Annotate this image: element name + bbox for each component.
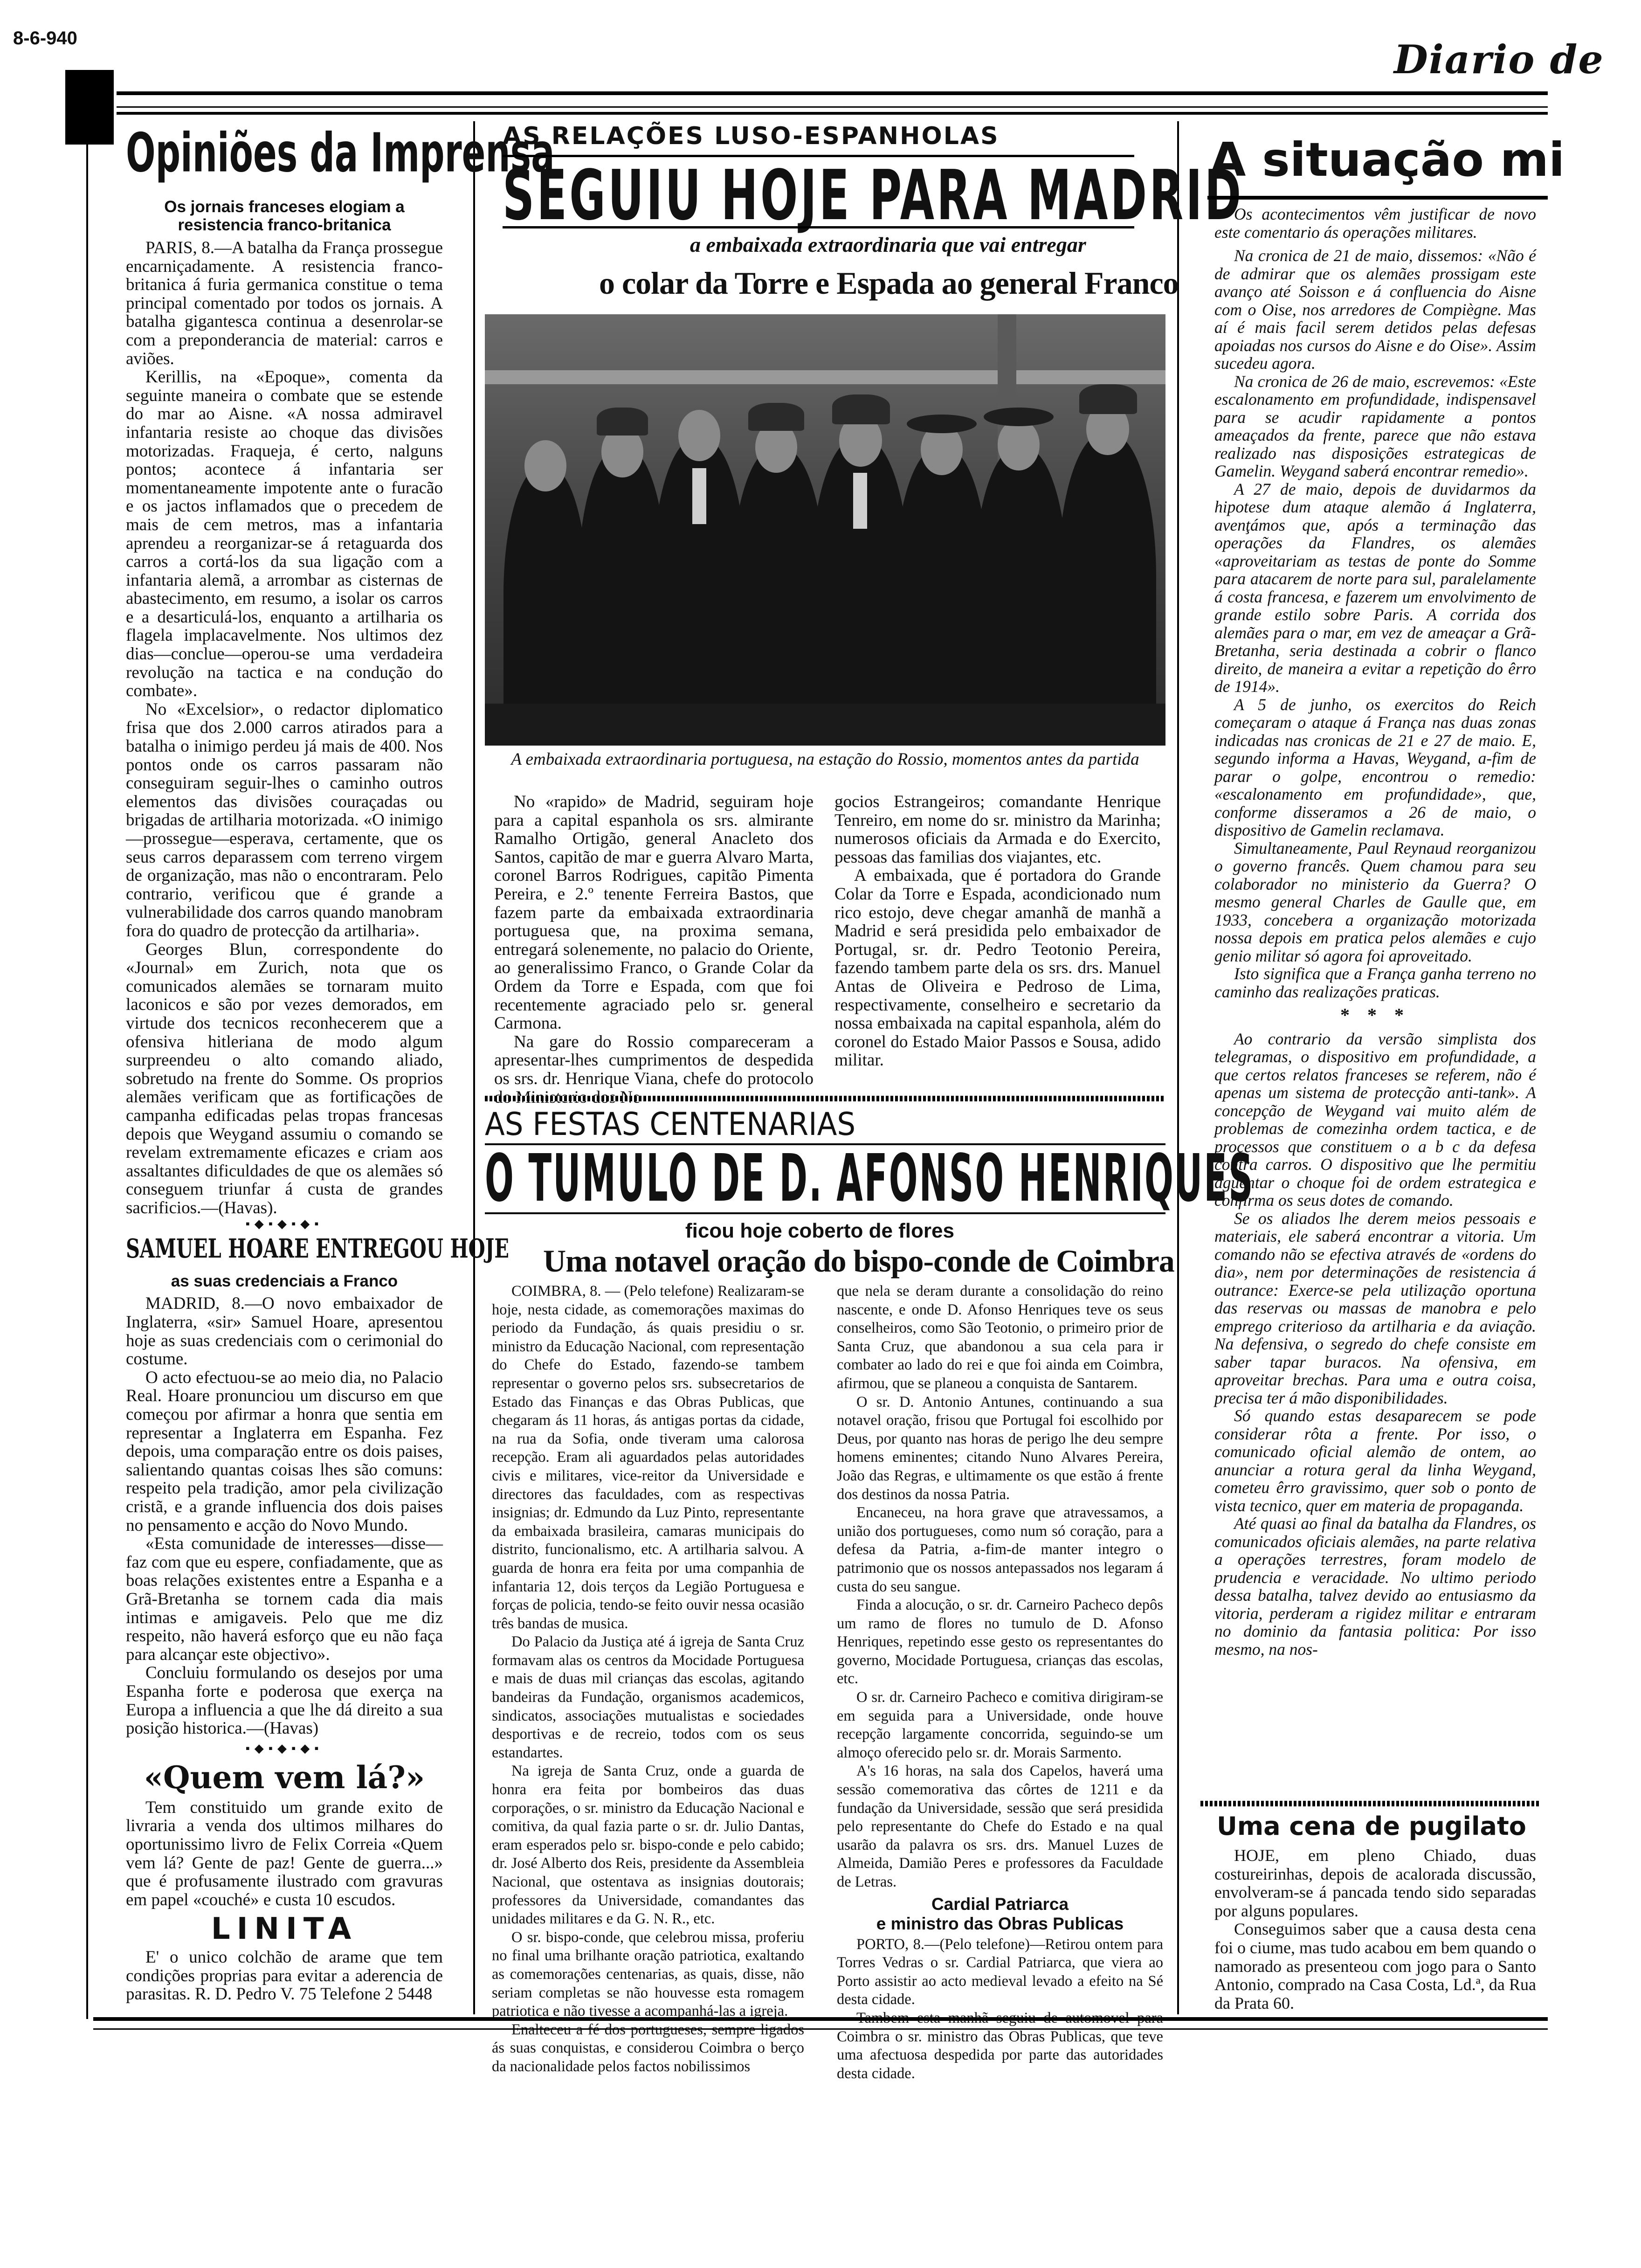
paragraph: Isto significa que a França ganha terreno no caminho das realizações praticas. [1214,964,1536,1001]
corner-block [65,70,114,145]
paragraph: Kerillis, na «Epoque», comenta da seguinte maneira o combate que se estende do mar ao Aisne. «A nossa admiravel infantaria resiste ao choque das divisões motorizadas. Fraqueja, é certo, nalguns pontos; acontece á infantaria ser momentaneamente impotente ante o furacão e os jactos inflamados que o precedem de mais de cem metros, mas a infantaria aprendeu a reorganizar-se á retaguarda dos carros a cortá-los da sua ligação com a infantaria alemã, a arrombar as cisternas de abastecimento, em resumo, a isolar os carros e a desarticulá-los, enquanto a artilharia os flagela implacavelmente. Nos ultimos dez dias—conclue—operou-se uma verdadeira revolução na tactica e na condução do combate». [126,367,443,701]
paragraph: PORTO, 8.—(Pelo telefone)—Retirou ontem para Torres Vedras o sr. Cardial Patriarca, que viera ao Porto assistir ao acto medieval levado a efeito na Sé desta cidade. [837,1936,1163,2008]
paragraph: No «Excelsior», o redactor diplomatico frisa que dos 2.000 carros atirados para a batalha o inimigo perdeu já mais de 400. Nos pontos onde os carros passaram não conseguiram seguir-lhes o caminho outros elementos das divisões couraçadas ou brigadas de artilharia motorizada. «O inimigo—prossegue—esperava, certamente, que os seus carros deparassem com terreno virgem de organização, mas não o encontraram. Pelo contrario, verificou que é grande a vulnerabilidade dos carros quando manobram fora do quadro de protecção da artilharia». [126,699,443,940]
cardial-title [837,1895,1163,1934]
paragraph: Até quasi ao final da batalha da Flandres, os comunicados oficiais alemães, na parte relativa a operações terrestres, foram modelo de prudencia e veracidade. No ultimo periodo dessa batalha, talvez devido ao entusiasmo da vitoria, perderam a rigidez militar e entraram no dominio da fantasia politica: Por isso mesmo, na nos- [1214,1514,1536,1659]
embassy-photo [485,314,1165,746]
paragraph: Na cronica de 26 de maio, escrevemos: «Este escalonamento em profundidade, indispensavel para se acudir rapidamente a pontos ameaçados da frente, parece que não estava realizado nas disposições estrategicas de Gamelin. Weygand saberá encontrar remedio». [1214,372,1536,480]
paragraph: Encaneceu, na hora grave que atravessamos, a união dos portugueses, como num só coração, para a defesa da Patria, a-fim-de manter integro o patrimonio que os nossos antepassados nos legaram á custa do seu sangue. [837,1504,1163,1595]
paragraph: PARIS, 8.—A batalha da França prossegue encarniçadamente. A resistencia franco-britanica á furia germanica constitue o tema principal comentado por todos os jornais. A batalha gigantesca continua a desenrolar-se com a preponderancia de material: carros e aviões. [126,238,443,368]
paragraph: Na cronica de 21 de maio, dissemos: «Não é de admirar que os alemães prossigam este avanço até Soisson e á confluencia do Aisne com o Oise, nos arredores de Compiègne. Mas aí é mais facil serem detidos pelas defesas apoiadas nos cursos do Aisne e do Oise». Assim sucedeu agora. [1214,246,1536,373]
paragraph: O sr. dr. Carneiro Pacheco e comitiva dirigiram-se em seguida para a Universidade, onde houve recepção largamente concorrida, seguindo-se um almoço oferecido pelo sr. dr. Morais Sarmento. [837,1689,1163,1761]
paragraph: A 27 de maio, depois de duvidarmos da hipotese dum ataque alemão á Inglaterra, avenţámos que, após a terminação das operações da Flandres, os alemães «aproveitariam as testas de ponte do Somme para atacarem de norte para sul, paralelamente á costa francesa, e fazerem um envolvimento de grande estilo sobre Paris. A corrida dos alemães para o mar, em vez de ameaçar a Grã-Bretanha, seria destinada a cobrir o flanco direito, de maneira a evitar a repetição do êrro de 1914». [1214,479,1536,696]
madrid-body-left [494,793,814,1106]
paragraph: A's 16 horas, na sala dos Capelos, haverá uma sessão comemorativa das côrtes de 1211 e da fundação da Universidade, sessão que será presidida pelo representante do Chefe do Estado e na qual usarão da palavra os srs. drs. Manuel Luzes de Almeida, Damião Peres e professores da Faculdade de Letras. [837,1763,1163,1890]
opinioes-body [126,239,443,1217]
top-rule-thin [117,106,1548,108]
paragraph: A 5 de junho, os exercitos do Reich começaram o ataque á França nas duas zonas indicadas nas cronicas de 21 e 27 de maio. E, segundo informa a Havas, Weygand, a-fim de parar o golpe, encontrou o remedio: «escalonamento em profundidade», que, conforme disseramos a 26 de maio, o dispositivo de Gamelin reclamava. [1214,695,1536,839]
photo-caption: A embaixada extraordinaria portuguesa, na estação do Rossio, momentos antes da partida [511,750,1139,769]
paragraph: Na gare do Rossio compareceram a apresentar-lhes cumprimentos de despedida os srs. dr. Henrique Viana, chefe do protocolo [494,1032,814,1088]
pugilato-divider [1200,1801,1541,1806]
tumulo-deck-1: ficou hoje coberto de flores [685,1219,954,1242]
paragraph: Do Palacio da Justiça até á igreja de Santa Cruz formavam alas os centros da Mocidade Portuguesa e mais de duas mil crianças das escolas, agitando bandeiras da Fundação, organismos academicos, sindicatos, associações mutualistas e sociedades desportivas e de recreio, todos com os seus estandartes. [492,1633,804,1761]
paragraph: Ao contrario da versão simplista dos telegramas, o dispositivo em profundidade, a que certos relatos franceses se referem, não é apenas um sistema de protecção anti-tank». A concepção de Weygand vai muito além de problemas de comezinha ordem tactica, e de processos que constituem o a b c da defesa contra carros. O dispositivo que lhe permitiu aguentar o choque foi de ordem estrategica e confirma os seus dotes de comando. [1214,1029,1536,1210]
paragraph: que nela se deram durante a consolidação do reino nascente, e onde D. Afonso Henriques teve os seus conselheiros, como São Teotonio, o primeiro prior de Santa Cruz, que abandonou a sua cela para ir combater ao lado do rei e que foi ainda em Coimbra, afirmou, que se planeou a conquista de Santarem. [837,1283,1163,1392]
pugilato-title: Uma cena de pugilato [1217,1812,1526,1841]
tumulo-deck-2: Uma notavel oração do bispo-conde de Coimbra [543,1243,1174,1279]
section-relacoes: AS RELAÇÕES LUSO-ESPANHOLAS [503,122,1000,150]
paragraph: A embaixada, que é portadora do Grande Colar da Torre e Espada, acondicionado num rico estojo, deve chegar amanhã de manhã a Madrid e será presidida pelo embaixador de Portugal, sr. dr. Pedro Teotonio Pereira, fazendo tambem parte dela os srs. drs. Manuel Antas de Oliveira e Pedroso de Lima, respectivamente, conselheiro e secretario da nossa embaixada na capital espanhola, além do coronel do Estado Maior Passos e Sousa, adido militar. [834,866,1161,1070]
tumulo-body-right [837,1282,1163,2083]
paragraph: Os acontecimentos vêm justificar de novo este comentario ás operações militares. [1214,205,1536,242]
quem-vem-la-body [126,1798,443,1909]
paragraph: Tem constituido um grande exito de livraria a venda dos ultimos milhares do oportunissimo livro de Felix Correia «Quem vem lá? Gente de paz! Gente de guerra...» que é profusamente ilustrado com gravuras em papel «couché» e custa 10 escudos. [126,1798,443,1909]
opinioes-kicker: Os jornais franceses elogiam a resistencia franco-britanica [164,198,405,234]
masthead: Diario de [1394,36,1604,83]
opinioes-title: Opiniões da Imprensa [126,121,555,184]
quem-vem-la-title: «Quem vem lá?» [144,1759,425,1796]
paragraph: Só quando estas desaparecem se pode considerar rôta a frente. Por isso, o comunicado oficial alemão de ontem, ao anunciar a rotura geral da linha Weygand, cometeu êrro gravissimo, quer sob o ponto de vista tecnico, quer em materia de propaganda. [1214,1406,1536,1515]
madrid-headline: SEGUIU HOJE PARA MADRID [503,155,1244,235]
column-rule-1 [473,121,475,2014]
paragraph: No «rapido» de Madrid, seguiram hoje para a capital espanhola os srs. almirante Ramalho Ortigão, general Anacleto dos Santos, capitão de mar e guerra Alvaro Marta, coronel Barros Rodrigues, capitão Pimenta Pereira, e 2.º tenente Ferreira Bastos, que fazem parte da embaixada extraordinaria portuguesa que, na proxima semana, entregará solenemente, no palacio do Oriente, ao generalissimo Franco, o Grande Colar da Ordem da Torre e Espada, com que foi recentemente agraciado pelo sr. general Carmona. [494,792,814,1033]
paragraph: Tambem esta manhã seguiu de automovel para Coimbra o sr. ministro das Obras Publicas, que teve uma afectuosa despedida por parte das autoridades desta cidade. [837,2009,1163,2082]
madrid-deck-1: a embaixada extraordinaria que vai entregar [690,233,1086,256]
paragraph: HOJE, em pleno Chiado, duas costureirinhas, depois de acalorada discussão, envolveram-se á pancada tendo sido separadas por alguns populares. [1214,1846,1536,1920]
hoare-headline: SAMUEL HOARE ENTREGOU HOJE [126,1233,509,1265]
column-opinioes [126,121,555,2004]
page-date: 8-6-940 [13,28,77,48]
headline-rule [503,226,1134,228]
paragraph: «Esta comunidade de interesses—disse—faz com que eu espere, confiadamente, que as boas relações existentes entre a Espanha e a Grã-Bretanha se tornem cada dia mais intimas e amigaveis. Pelo que me diz respeito, não haverá esforço que eu não faça para alcançar este objectivo». [126,1534,443,1664]
column-rule-2 [1177,121,1179,2014]
section-festas: AS FESTAS CENTENARIAS [485,1106,856,1143]
paragraph: Enalteceu a fé dos portugueses, sempre ligados ás suas conquistas, e considerou Coimbra o berço da nacionalidade pelos factos nobilissimos [492,2021,804,2075]
cardial-title-line-2: e ministro das Obras Publicas [876,1914,1124,1933]
section-stars: * * * [1340,1004,1410,1025]
section-divider [485,1096,1165,1101]
paragraph: E' o unico colchão de arame que tem condições proprias para evitar a aderencia de parasitas. R. D. Pedro V. 75 Telefone 2 5448 [126,1948,443,2004]
paragraph: Se os aliados lhe derem meios pessoais e materiais, ele saberá encontrar a vitoria. Um comando não se efectiva através de «ordens do dia», nem por determinações de resistencia á outrance: Exerce-se pela utilização oportuna das reservas ou massas de manobra e pelo emprego criterioso da artilharia e da aviação. Na defensiva, o segredo do chefe consiste em saber tapar buracos. Na ofensiva, em aproveitar brechas. Para uma e outra coisa, precisa ter á mão disponibilidades. [1214,1209,1536,1407]
paragraph: Finda a alocução, o sr. dr. Carneiro Pacheco depôs um ramo de flores no tumulo de D. Afonso Henriques, repetindo esse gesto os representantes do governo, Mocidade Portuguesa, crianças das escolas, etc. [837,1597,1163,1687]
paragraph: COIMBRA, 8. — (Pelo telefone) Realizaram-se hoje, nesta cidade, as comemorações maximas do periodo da Fundação, ás quais presidiu o sr. ministro da Educação Nacional, com representação do Chefe do Estado, fazendo-se tambem representar o governo pelos srs. subsecretarios de Estado das Finanças e das Obras Publicas, que chegaram ás 11 horas, ás antigas portas da cidade, na rua da Sofia, onde tiveram uma calorosa recepção. Eram ali aguardados pelas autoridades civis e militares, vice-reitor da Universidade e directores das faculdades, com as respectivas insignias; dr. Edmundo da Luz Pinto, representante da embaixada brasileira, camaras municipais do distrito, funcionalismo, etc. A artilharia salvou. A guarda de honra era feita por uma companhia de infantaria 12, dois terços da Legião Portuguesa e forças de policia, tendo-se feito ouvir nessa ocasião três bandas de musica. [492,1283,804,1632]
top-rule [117,91,1548,95]
pugilato-body [1214,1846,1536,2012]
paragraph: Georges Blun, correspondente do «Journal» em Zurich, nota que os comunicados alemães se tornaram muito laconicos e são por vezes demorados, em virtude dos tecnicos reconhecerem que a ofensiva hitleriana de modo algum surpreendeu o alto comando aliado, sobretudo na frente do Somme. Os proprios alemães verificam que as fortificações de campanha edificadas pelas tropas francesas depois que Weygand assumiu o comando se revelam extremamente eficazes e criam aos assaltantes dificuldades de que os alemães só conseguem triunfar á custa de grandes sacrificios.—(Havas). [126,940,443,1217]
madrid-body-right [834,793,1161,1070]
linita-ad-body [126,1948,443,2004]
bottom-rule-thin [93,2028,1548,2030]
paragraph: Conseguimos saber que a causa desta cena foi o ciume, mas tudo acabou em bem quando o namorado as presenteou com jogo para o Santo Antonio, comprado na Casa Costa, Ld.ª, da Rua da Prata 60. [1214,1920,1536,2012]
paragraph: Simultaneamente, Paul Reynaud reorganizou o governo francês. Quem chamou para seu colaborador no ministerio da Guerra? O mesmo general Charles de Gaulle que, em 1933, concebera a organização motorizada nossa depois em pratica pelos alemães e cujo genio militar só agora foi aproveitado. [1214,838,1536,965]
paragraph: MADRID, 8.—O novo embaixador de Inglaterra, «sir» Samuel Hoare, apresentou hoje as suas credenciais com o cerimonial do costume. [126,1294,443,1369]
paragraph: gocios Estrangeiros; comandante Henrique Tenreiro, em nome do sr. ministro da Marinha; numerosos oficiais da Armada e do Exercito, pessoas das familias dos viajantes, etc. [834,792,1161,867]
tumulo-rule [485,1212,1165,1214]
top-rule-lower [117,112,1548,115]
paragraph: O sr. D. Antonio Antunes, continuando a sua notavel oração, frisou que Portugal foi escolhido por Deus, por quanto nas horas de perigo lhe deu sempre homens eminentes; citando Nuno Alvares Pereira, João das Regras, e ultimamente os que estão á frente dos destinos da nossa Patria. [837,1393,1163,1503]
situacao-body [1214,205,1536,1658]
paragraph: O acto efectuou-se ao meio dia, no Palacio Real. Hoare pronunciou um discurso em que começou por afirmar a honra que sentia em representar a Inglaterra em Espanha. Fez depois, uma comparação entre os dois paises, salientando quantas coisas lhes são comuns: respeito pela tradição, amor pela civilização cristã, e a grande influencia dos dois paises no pensamento e acção do Novo Mundo. [126,1368,443,1535]
situacao-headline: A situação mi [1210,132,1565,187]
hoare-body [126,1294,443,1737]
bottom-rule [93,2017,1548,2021]
left-margin-rule [86,140,88,2019]
hoare-subhead: as suas credenciais a Franco [171,1272,398,1291]
tumulo-body-left [492,1282,804,2076]
tumulo-headline: O TUMULO DE D. AFONSO HENRIQUES [485,1141,1255,1217]
ornament-divider: ▪◆▪◆▪◆▪ [245,1217,324,1231]
paragraph: Concluiu formulando os desejos por uma Espanha forte e poderosa que exerça na Europa a influencia a que lhe dá direito a sua posição historica.—(Havas) [126,1663,443,1738]
ornament-divider: ▪◆▪◆▪◆▪ [245,1741,324,1755]
madrid-deck-2: o colar da Torre e Espada ao general Franco [599,265,1179,301]
linita-ad-title: LINITA [211,1912,358,1947]
paragraph: O sr. bispo-conde, que celebrou missa, proferiu no final uma brilhante oração patriotica, exaltando as comemorações centenarias, as quais, disse, não seriam completas se não houvesse esta romagem patriotica e não tivesse a acompanhá-las a igreja. [492,1929,804,2020]
cardial-title-line-1: Cardial Patriarca [931,1894,1069,1914]
paragraph: Na igreja de Santa Cruz, onde a guarda de honra era feita por bombeiros das duas corporações, o sr. ministro da Educação Nacional e comitiva, da qual fazia parte o sr. dr. Julio Dantas, eram esperados pelo sr. bispo-conde e pelo cabido; dr. José Alberto dos Reis, presidente da Assembleia Nacional, que ostentava as insignias doutorais; professores da Universidade, comandantes das unidades militares e da G. N. R., etc. [492,1763,804,1928]
situacao-rule [1207,196,1548,200]
